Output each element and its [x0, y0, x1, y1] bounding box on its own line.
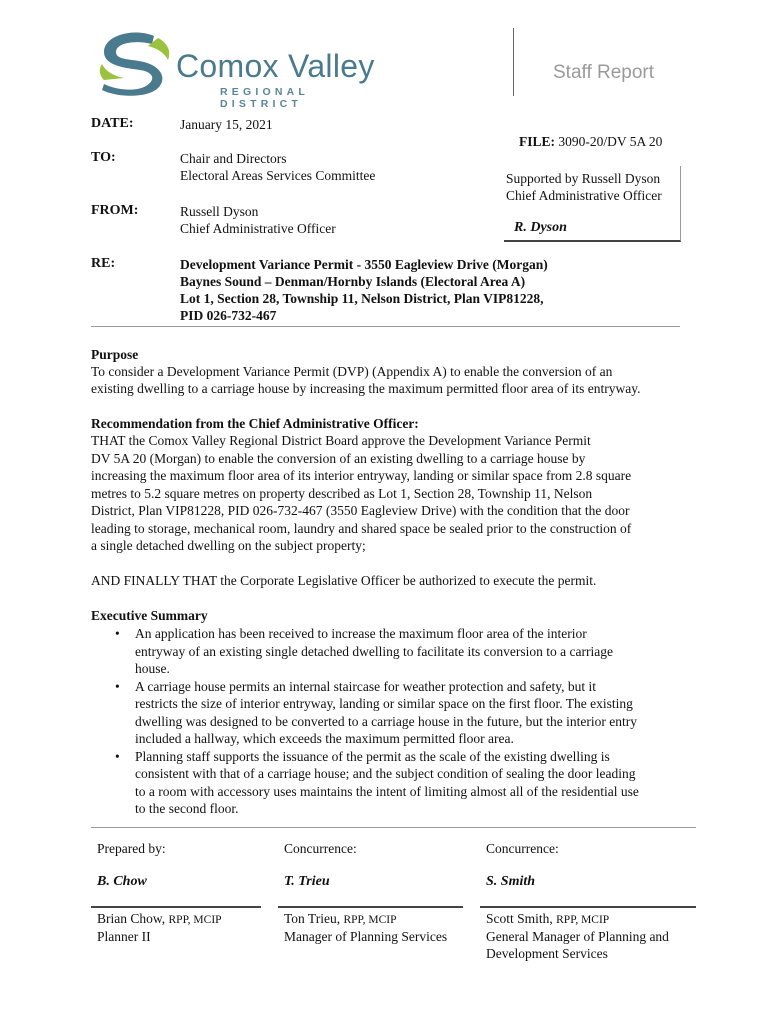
bullet-line: to a room with accessory uses maintains the intent of limiting almost all of the residential use — [135, 783, 639, 799]
signoff-role-label: Concurrence: — [486, 841, 559, 856]
signoff-line — [91, 906, 261, 908]
signoff-signature: S. Smith — [486, 874, 536, 889]
purpose-line-1: To consider a Development Variance Permit (DVP) (Appendix A) to enable the conversion of an — [91, 364, 613, 379]
exec-summary-heading: Executive Summary — [91, 608, 208, 623]
re-line-3: Lot 1, Section 28, Township 11, Nelson District, Plan VIP81228, — [180, 291, 544, 306]
header-rule — [91, 326, 680, 327]
signoff-top-rule — [91, 827, 696, 828]
to-label: TO: — [91, 150, 116, 165]
signoff-role-label: Concurrence: — [284, 841, 357, 856]
from-label: FROM: — [91, 203, 139, 218]
re-line-1: Development Variance Permit - 3550 Eagleview Drive (Morgan) — [180, 257, 548, 272]
bullet-line: Planning staff supports the issuance of the permit as the scale of the existing dwelling is — [135, 748, 610, 764]
signoff-credentials: RPP, MCIP — [168, 914, 222, 926]
exec-summary-list — [91, 625, 691, 818]
support-line-2: Chief Administrative Officer — [506, 188, 662, 203]
date-label: DATE: — [91, 116, 134, 131]
list-item — [91, 748, 691, 818]
signoff-name — [284, 910, 397, 930]
to-line-1: Chair and Directors — [180, 151, 287, 166]
recommendation-line: metres to 5.2 square metres on property described as Lot 1, Section 28, Township 11, Nelson — [91, 485, 593, 501]
recommendation-finally: AND FINALLY THAT the Corporate Legislative Officer be authorized to execute the permit. — [91, 573, 597, 588]
bullet-line: restricts the size of interior entryway, landing or similar space on the first floor. The existing — [135, 696, 633, 711]
header-divider — [513, 28, 514, 96]
recommendation-line: DV 5A 20 (Morgan) to enable the conversion of an existing dwelling to a carriage house by — [91, 450, 586, 466]
bullet-line: entryway of an existing single detached dwelling to facilitate its conversion to a carriage — [135, 643, 613, 659]
org-name: Comox Valley — [176, 48, 375, 84]
purpose-heading: Purpose — [91, 347, 139, 362]
signoff-title-2: Development Services — [486, 946, 608, 961]
recommendation-body — [91, 432, 691, 555]
bullet-line: consistent with that of a carriage house; and the subject condition of sealing the door leading — [135, 766, 636, 781]
signoff-name — [486, 910, 609, 930]
from-line-2: Chief Administrative Officer — [180, 221, 336, 236]
bullet-icon: • — [115, 748, 120, 764]
signoff-title: Planner II — [97, 929, 151, 944]
bullet-icon: • — [115, 678, 120, 694]
file-label: FILE: — [519, 134, 556, 149]
support-box — [504, 166, 681, 242]
list-item — [91, 625, 691, 678]
recommendation-line: THAT the Comox Valley Regional District Board approve the Development Variance Permit — [91, 433, 591, 448]
signoff-signature: T. Trieu — [284, 874, 330, 889]
signoff-line — [278, 906, 463, 908]
org-subtitle: REGIONAL DISTRICT — [220, 86, 309, 110]
bullet-line: dwelling was designed to be converted to a carriage house in the future, but the interior entry — [135, 713, 637, 729]
signoff-credentials: RPP, MCIP — [343, 914, 397, 926]
signoff-person: Scott Smith, — [486, 911, 553, 926]
recommendation-line: District, Plan VIP81228, PID 026-732-467 (3550 Eagleview Drive) with the condition that the door — [91, 503, 630, 518]
recommendation-heading: Recommendation from the Chief Administrative Officer: — [91, 416, 419, 431]
support-line-1: Supported by Russell Dyson — [506, 171, 661, 186]
doc-type: Staff Report — [553, 62, 655, 83]
date-value: January 15, 2021 — [180, 117, 273, 132]
recommendation-line: leading to storage, mechanical room, laundry and shared space be sealed prior to the construction of — [91, 520, 632, 536]
bullet-line: to the second floor. — [135, 801, 239, 816]
re-line-4: PID 026-732-467 — [180, 308, 277, 323]
re-label: RE: — [91, 256, 116, 271]
recommendation-line: a single detached dwelling on the subject property; — [91, 538, 366, 553]
from-line-1: Russell Dyson — [180, 204, 259, 219]
re-line-2: Baynes Sound – Denman/Hornby Islands (Electoral Area A) — [180, 274, 526, 289]
purpose-line-2: existing dwelling to a carriage house by increasing the maximum permitted floor area of its entryway. — [91, 381, 641, 396]
org-logo — [96, 30, 396, 110]
signoff-signature: B. Chow — [97, 874, 147, 889]
signoff-person: Brian Chow, — [97, 911, 166, 926]
signoff-person: Ton Trieu, — [284, 911, 341, 926]
bullet-line: A carriage house permits an internal staircase for weather protection and safety, but it — [135, 678, 596, 694]
signoff-title: General Manager of Planning and — [486, 929, 669, 944]
to-line-2: Electoral Areas Services Committee — [180, 168, 376, 183]
support-signature: R. Dyson — [514, 220, 567, 235]
comox-s-logo-icon — [96, 30, 176, 96]
signoff-line — [480, 906, 696, 908]
bullet-line: included a hallway, which exceeds the maximum permitted floor area. — [135, 731, 514, 746]
signoff-name — [97, 910, 222, 930]
signoff-title: Manager of Planning Services — [284, 929, 448, 944]
bullet-icon: • — [115, 626, 120, 641]
recommendation-line: increasing the maximum floor area of its interior entryway, landing or similar space from 2.8 square — [91, 468, 632, 483]
list-item — [91, 678, 691, 748]
signoff-credentials: RPP, MCIP — [556, 914, 610, 926]
file-value: 3090-20/DV 5A 20 — [558, 134, 663, 149]
file-number — [519, 133, 662, 151]
signoff-role-label: Prepared by: — [97, 841, 166, 856]
bullet-line: house. — [135, 661, 170, 676]
bullet-line: An application has been received to increase the maximum floor area of the interior — [135, 626, 587, 641]
